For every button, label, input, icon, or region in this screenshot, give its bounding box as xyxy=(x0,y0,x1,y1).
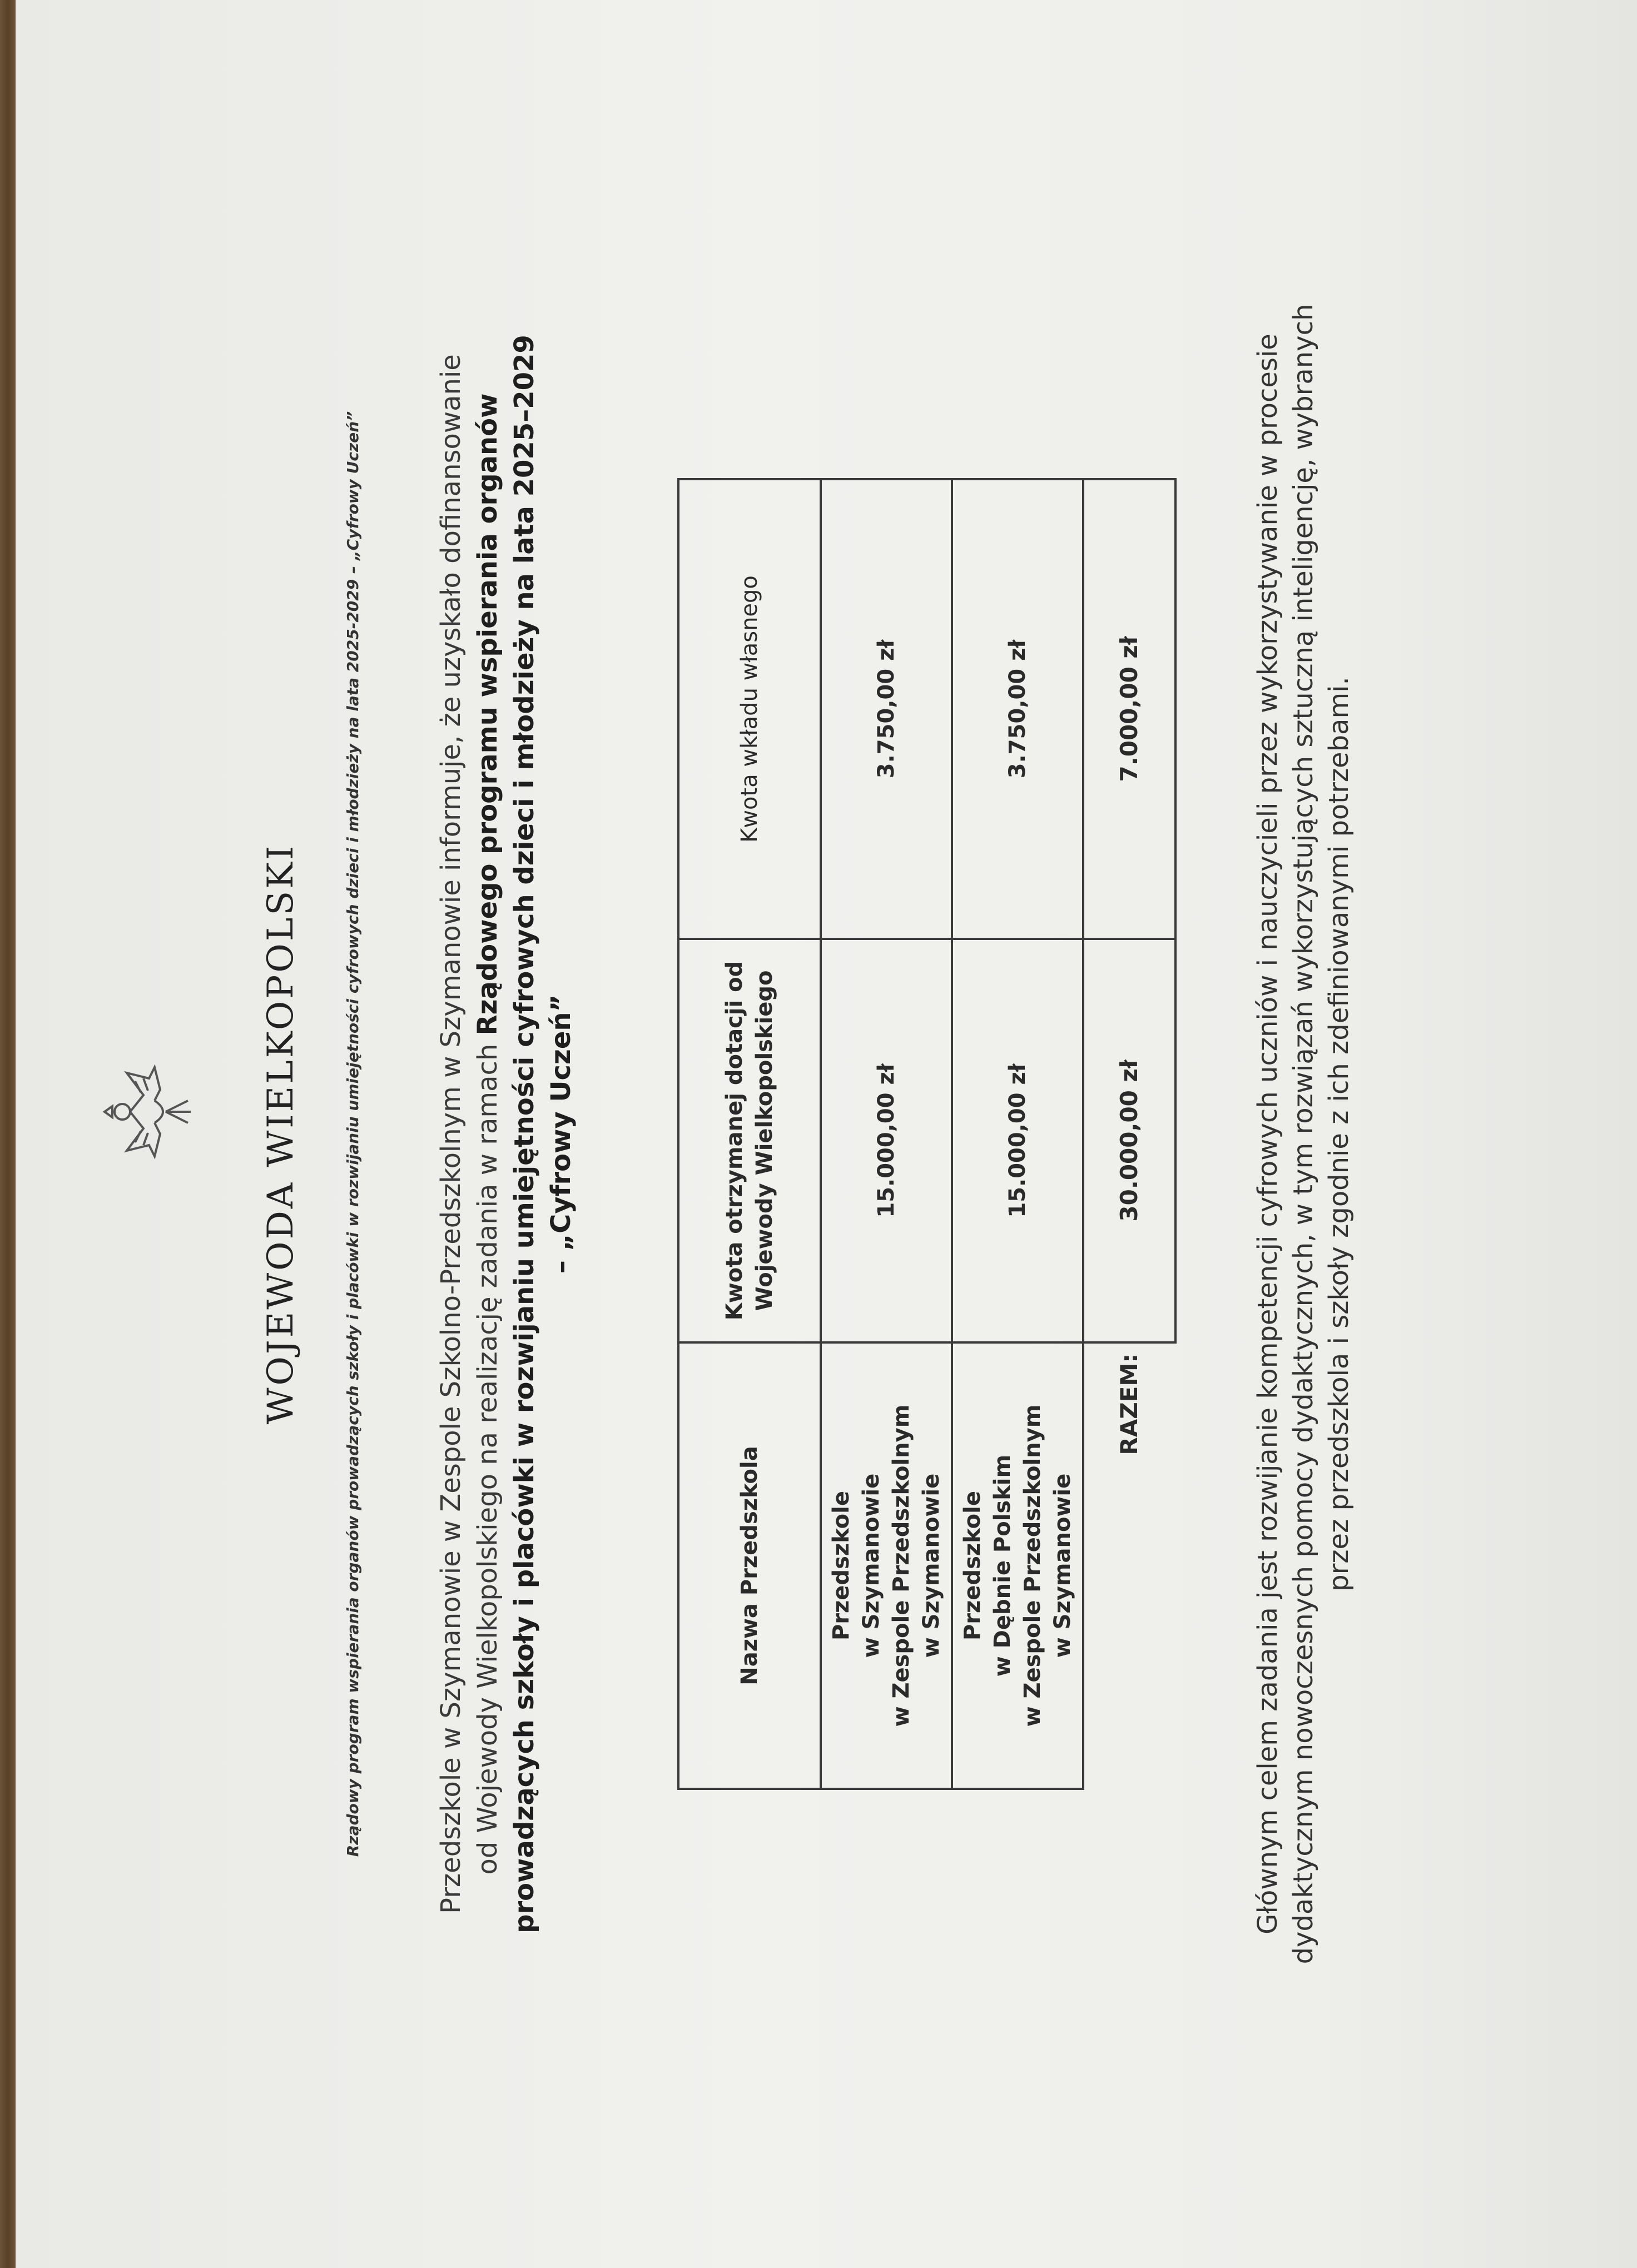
table-row xyxy=(821,479,952,1789)
header-grant: Kwota otrzymanej dotacji od Wojewody Wielkopolskiego xyxy=(678,939,821,1342)
eagle-emblem-icon xyxy=(88,1056,199,1167)
table-header-row xyxy=(678,479,821,1789)
row-2-name-line: w Dębnie Polskim xyxy=(990,1454,1015,1677)
header-name: Nazwa Przedszkola xyxy=(678,1342,821,1789)
grant-table xyxy=(677,478,1177,1790)
intro-line-4 xyxy=(543,145,579,2123)
row-2-name xyxy=(952,1342,1083,1789)
intro-line-3-bold: prowadzących szkoły i placówki w rozwijaniu umiejętności cyfrowych dzieci i młodzieży na lata 2025–2029 xyxy=(509,335,540,1933)
row-2-grant: 15.000,00 zł xyxy=(952,939,1083,1342)
intro-line-2-bold: Rządowego programu wspierania organów xyxy=(472,393,503,1036)
goal-paragraph xyxy=(1250,156,1357,2112)
row-2-own: 3.750,00 zł xyxy=(952,479,1083,939)
total-own: 7.000,00 zł xyxy=(1083,479,1175,939)
row-2-name-line: w Szymanowie xyxy=(1050,1473,1075,1658)
table-row xyxy=(952,479,1083,1789)
row-1-name xyxy=(821,1342,952,1789)
paper-sheet xyxy=(16,0,1637,2268)
intro-line-4-bold: – „Cyfrowy Uczeń” xyxy=(545,994,577,1274)
intro-line-1: Przedszkole w Szymanowie w Zespole Szkolno-Przedszkolnym w Szymanowie informuje, że uzyskało dofinansowanie xyxy=(435,354,467,1914)
intro-line-3 xyxy=(506,145,543,2123)
intro-paragraph xyxy=(433,145,579,2123)
row-1-grant: 15.000,00 zł xyxy=(821,939,952,1342)
header-own: Kwota wkładu własnego xyxy=(678,479,821,939)
intro-line-2-plain: od Wojewody Wielkopolskiego na realizację zadania w ramach xyxy=(472,1035,503,1875)
goal-line-2: dydaktycznym nowoczesnych pomocy dydaktycznych, w tym rozwiązań wykorzystujących sztuczną inteligencję, wybranych xyxy=(1288,304,1319,1964)
goal-line-1: Głównym celem zadania jest rozwijanie kompetencji cyfrowych uczniów i nauczycieli przez wykorzystywanie w procesie xyxy=(1252,334,1283,1934)
intro-line-2 xyxy=(469,145,506,2123)
row-1-own: 3.750,00 zł xyxy=(821,479,952,939)
row-2-name-line: Przedszkole xyxy=(960,1490,985,1641)
row-1-name-line: w Zespole Przedszkolnym xyxy=(889,1404,914,1727)
goal-line-3: przez przedszkola i szkoły zgodnie z ich zdefiniowanymi potrzebami. xyxy=(1323,677,1355,1591)
row-2-name-line: w Zespole Przedszkolnym xyxy=(1020,1404,1045,1727)
row-1-name-line: w Szymanowie xyxy=(919,1473,944,1658)
document-page xyxy=(49,22,1550,2246)
table-total-row xyxy=(1083,479,1175,1789)
row-1-name-line: Przedszkole xyxy=(829,1490,854,1641)
total-grant: 30.000,00 zł xyxy=(1083,939,1175,1342)
row-1-name-line: w Szymanowie xyxy=(859,1473,884,1658)
total-label: RAZEM: xyxy=(1083,1342,1175,1789)
page-title: WOJEWODA WIELKOPOLSKI xyxy=(260,843,301,1425)
program-subtitle: Rządowy program wspierania organów prowadzących szkoły i placówki w rozwijaniu umiejętności cyfrowych dzieci i młodzieży na lata 2025-2029 – „Cyfrowy Uczeń” xyxy=(344,411,362,1857)
